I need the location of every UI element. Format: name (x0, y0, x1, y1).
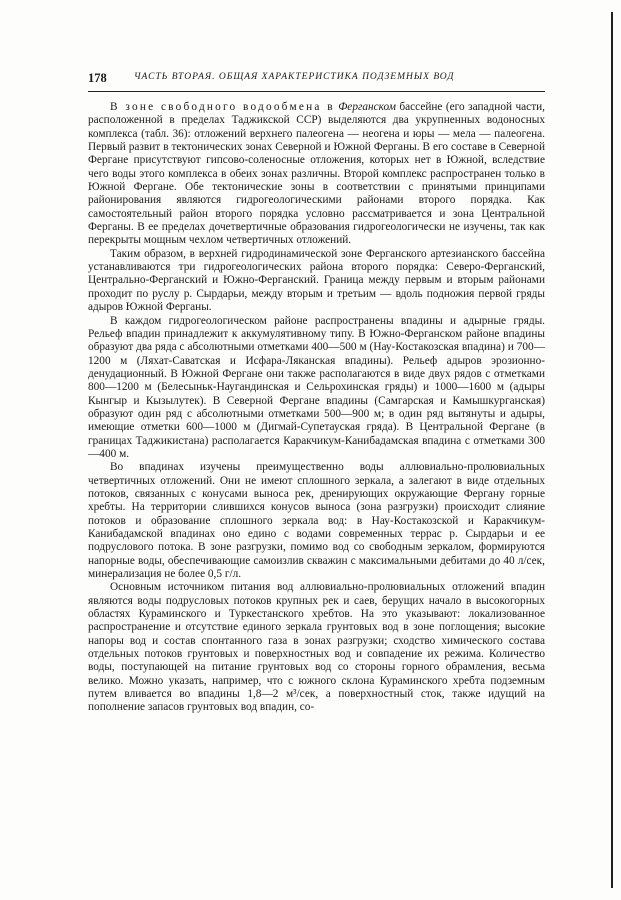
paragraph-1-emphasis: Ферганском (338, 101, 396, 113)
paragraph-2: Таким образом, в верхней гидродинамической зоне Ферганского артезианского бассейна устанавливаются три гидрогеологических района второго порядка: Северо-Ферганский, Центрально-Ферганский и Южно-Ферганский. Граница между первым и вторым районами проходит по руслу р. Сырдарьи, между вторым и третьим — вдоль подножия первой гряды адыров Южной Ферганы. (88, 247, 545, 314)
running-title: ЧАСТЬ ВТОРАЯ. ОБЩАЯ ХАРАКТЕРИСТИКА ПОДЗЕМНЫХ ВОД (134, 72, 455, 82)
paragraph-3: В каждом гидрогеологическом районе распространены впадины и адырные гряды. Рельеф впадин принадлежит к аккумулятивному типу. В Южно-Ферганском районе впадины образуют два ряда с абсолютными отметками 400—500 м (Нау-Костакозская впадина) и 700—1200 м (Ляхат-Саватская и Исфара-Ляканская впадины). Рельеф адыров эрозионно-денудационный. В Южной Фергане они также располагаются в виде двух рядов с отметками 800—1200 м (Белесыньк-Наугандинская и Сельрохинская гряды) и 1000—1600 м (адыры Кынгыр и Кызылутек). В Северной Фергане впадины (Самгарская и Камышкурганская) образуют один ряд с абсолютными отметками 500—900 м; в один ряд вытянуты и адыры, имеющие отметки 600—1000 м (Дигмай-Супетауская гряда). В Центральной Фергане (в границах Таджикистана) располагается Каракчикум-Канибадамская впадина с отметками 300—400 м. (88, 314, 545, 460)
paragraph-1 (88, 101, 545, 248)
paragraph-5: Основным источником питания вод аллювиально-пролювиальных отложений впадин являются воды подрусловых потоков крупных рек и саев, берущих начало в высокогорных областях Кураминского и Туркестанского хребтов. На это указывают: локализованное распространение и отсутствие единого зеркала грунтовых вод в зоне поглощения; высокие напоры вод и состав спонтанного газа в зонах разгрузки; сходство химического состава отдельных потоков грунтовых и поверхностных вод и совпадение их режима. Количество воды, поступающей на питание грунтовых вод со стороны горного обрамления, весьма велико. Можно указать, например, что с южного склона Кураминского хребта подземным путем вливается во впадины 1,8—2 м³/сек, а поверхностный сток, также идущий на пополнение запасов грунтовых вод впадин, со- (88, 581, 545, 714)
paragraph-1-text: бассейне (его западной части, расположенной в пределах Таджикской ССР) выделяются два укрупненных водоносных комплекса (табл. 36): отложений верхнего палеогена — неогена и юры — мела — палеогена. Первый развит в тектонических зонах Северной и Южной Ферганы. В его составе в Северной Фергане присутствуют гипсово-соленосные отложения, которых нет в Южной, вследствие чего воды этого комплекса в обеих зонах различны. Второй комплекс распространен только в Южной Фергане. Обе тектонические зоны в соответствии с принятыми принципами районирования являются гидрогеологическими районами второго порядка. Как самостоятельный район второго порядка условно рассматривается и зона Центральной Ферганы. В ее пределах дочетвертичные образования гидрогеологически не изучены, так как перекрыты мощным чехлом четвертичных отложений. (88, 101, 546, 247)
page-number: 178 (88, 71, 107, 85)
scan-edge-line (611, 12, 613, 888)
page-header (88, 69, 545, 92)
text-body (88, 101, 545, 715)
paragraph-1-lead: В зоне свободного водообмена в (110, 101, 335, 113)
paragraph-4: Во впадинах изучены преимущественно воды аллювиально-пролювиальных четвертичных отложений. Они не имеют сплошного зеркала, а залегают в виде отдельных потоков, связанных с конусами выноса рек, дренирующих окружающие Фергану горные хребты. На территории слившихся конусов выноса (зона разгрузки) происходит слияние потоков и образование сплошного зеркала вод: в Нау-Костакозской и Каракчикум-Канибадамской впадинах оно едино с водами современных террас р. Сырдарьи и ее подруслового потока. В зоне разгрузки, помимо вод со свободным зеркалом, формируются напорные воды, обеспечивающие самоизлив скважин с максимальными дебитами до 40 л/сек, минерализация не более 0,5 г/л. (88, 461, 545, 581)
